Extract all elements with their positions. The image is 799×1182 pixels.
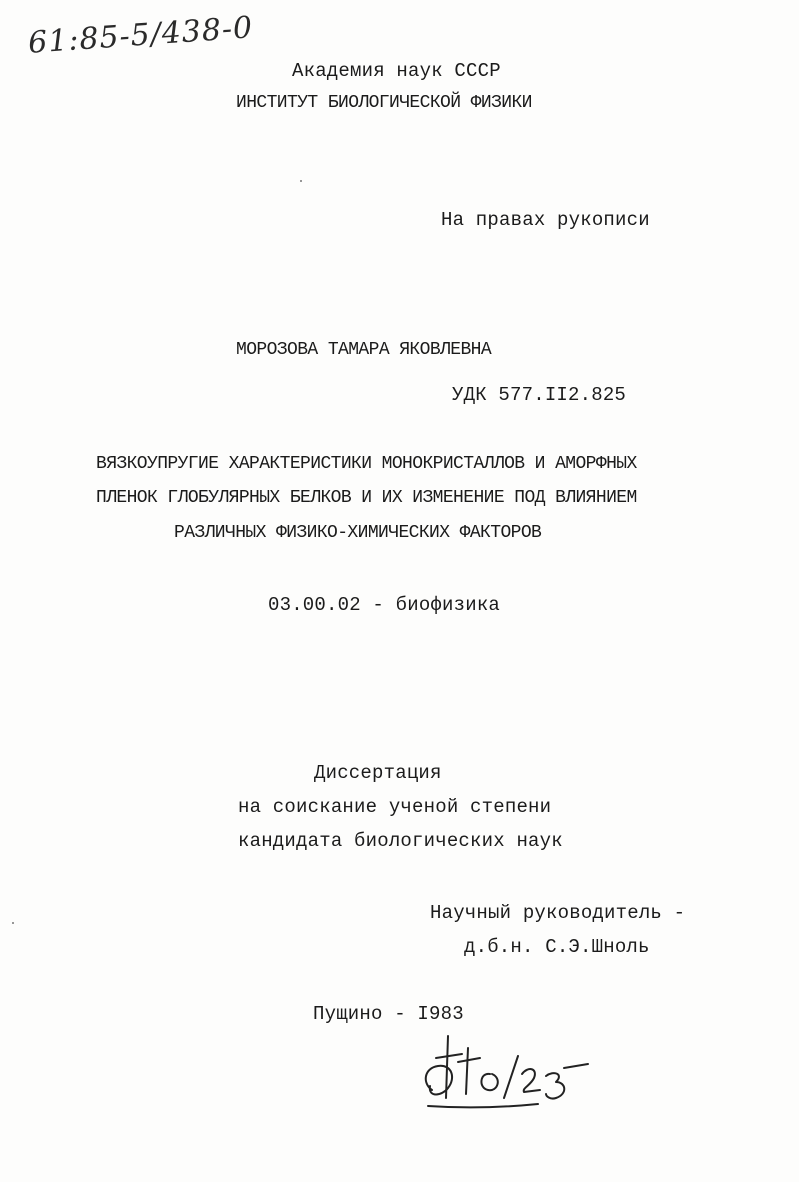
handwritten-signature [418, 1028, 598, 1128]
manuscript-rights: На правах рукописи [441, 209, 650, 231]
degree-line-3: кандидата биологических наук [238, 830, 563, 852]
dissertation-title-line-2: ПЛЕНОК ГЛОБУЛЯРНЫХ БЕЛКОВ И ИХ ИЗМЕНЕНИЕ ПОД ВЛИЯНИЕМ [96, 488, 637, 508]
dissertation-title-line-1: ВЯЗКОУПРУГИЕ ХАРАКТЕРИСТИКИ МОНОКРИСТАЛЛОВ И АМОРФНЫХ [96, 454, 637, 474]
academy-name: Академия наук СССР [292, 60, 501, 82]
paper-speck [300, 180, 302, 182]
paper-speck [12, 922, 14, 924]
udk-code: УДК 577.II2.825 [452, 384, 627, 406]
institute-name: ИНСТИТУТ БИОЛОГИЧЕСКОЙ ФИЗИКИ [236, 93, 532, 113]
specialty-code: 03.00.02 - биофизика [268, 594, 501, 616]
degree-line-1: Диссертация [314, 762, 442, 784]
supervisor-line-2: д.б.н. С.Э.Шноль [464, 936, 650, 958]
supervisor-line-1: Научный руководитель - [430, 902, 686, 924]
author-name: МОРОЗОВА ТАМАРА ЯКОВЛЕВНА [236, 340, 492, 360]
degree-line-2: на соискание ученой степени [238, 796, 552, 818]
place-and-year: Пущино - I983 [313, 1003, 464, 1025]
dissertation-title-line-3: РАЗЛИЧНЫХ ФИЗИКО-ХИМИЧЕСКИХ ФАКТОРОВ [174, 523, 542, 543]
archive-handwritten-mark: 61:85-5/438-0 [27, 10, 255, 61]
